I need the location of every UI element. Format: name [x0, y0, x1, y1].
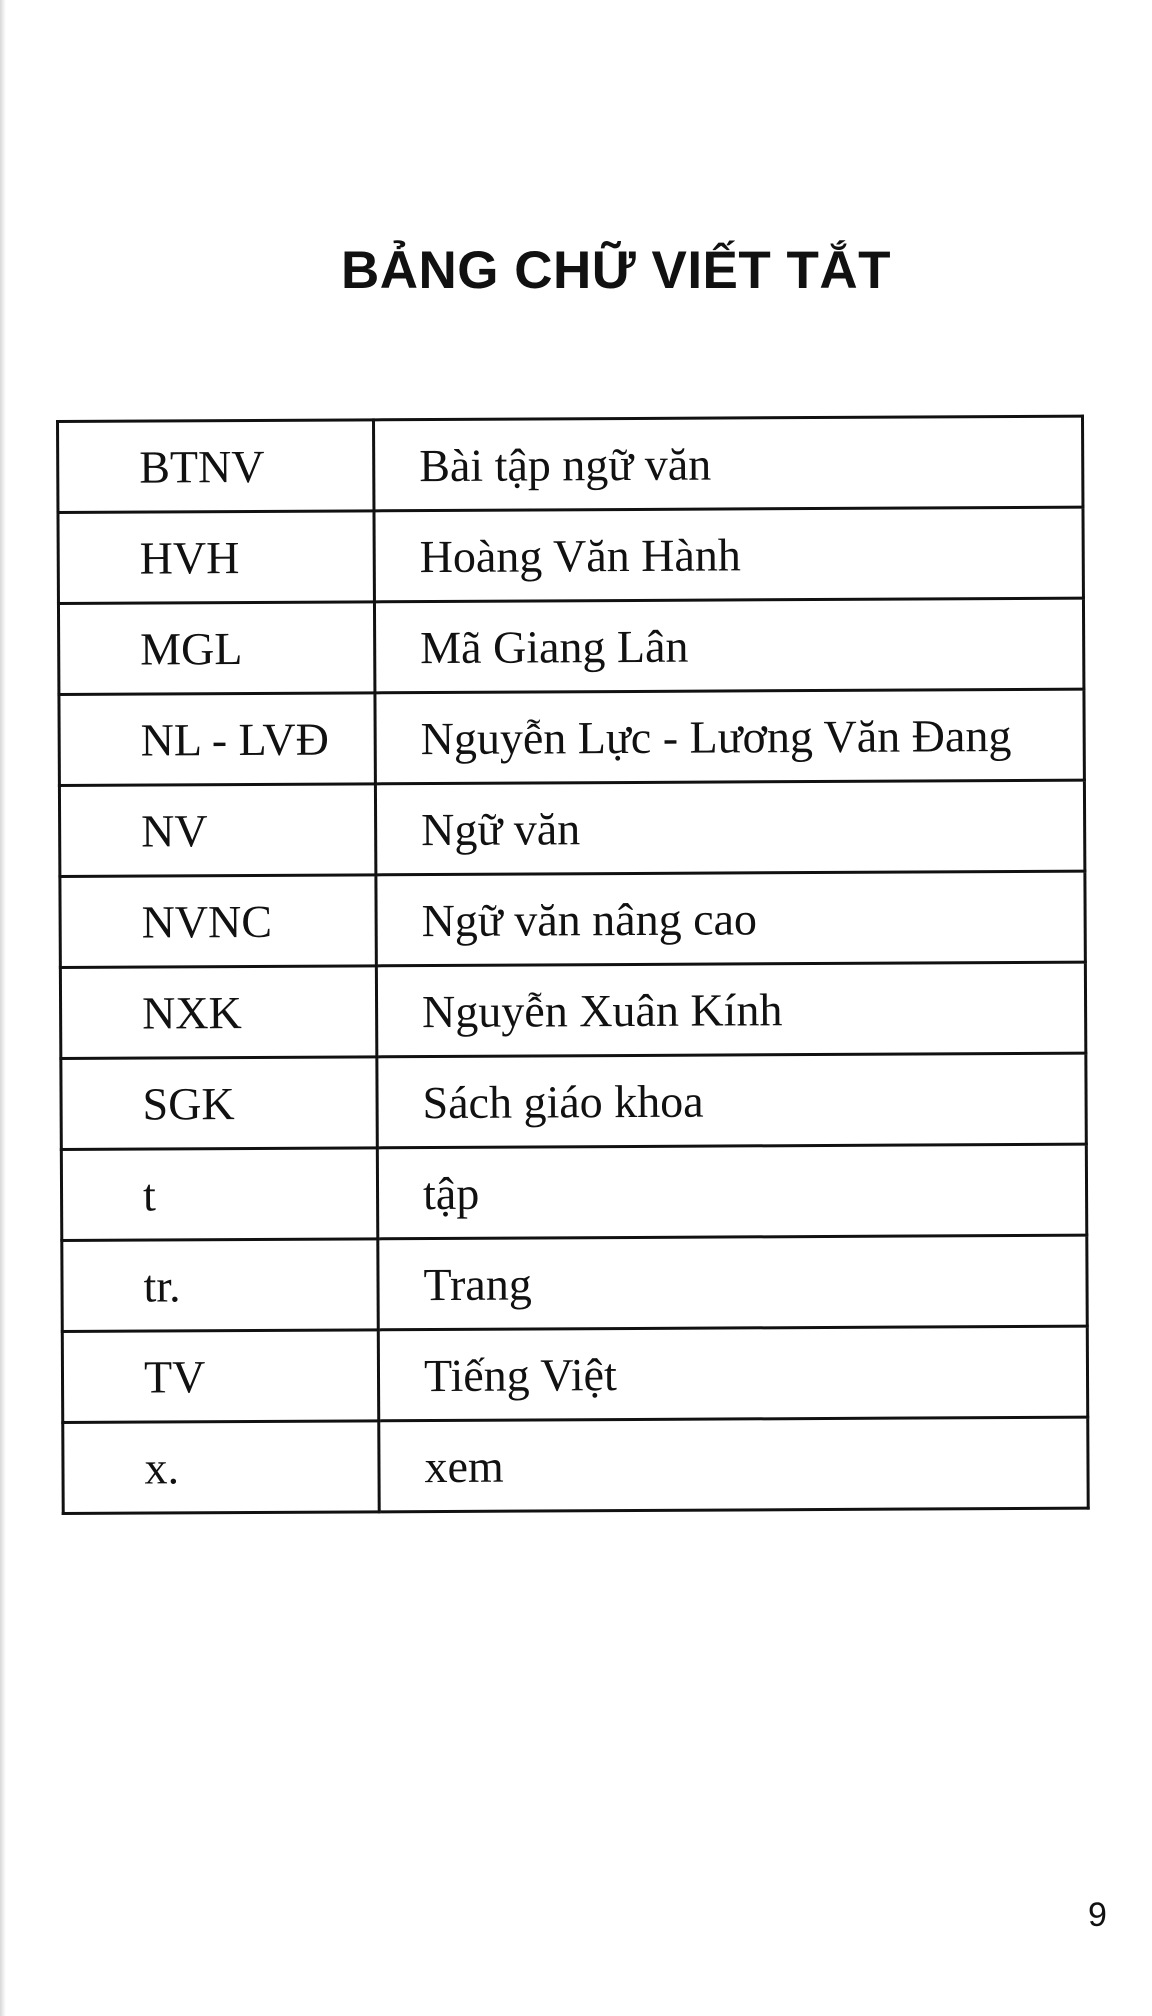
- abbreviation-cell: SGK: [61, 1057, 377, 1150]
- abbreviation-cell: NVNC: [60, 875, 376, 968]
- meaning-cell: Nguyễn Lực - Lương Văn Đang: [375, 689, 1084, 784]
- table-row: [60, 962, 1085, 1058]
- table-row: [60, 871, 1085, 967]
- table-row: [63, 1417, 1088, 1513]
- meaning-cell: Ngữ văn nâng cao: [376, 871, 1085, 966]
- abbreviation-cell: t: [61, 1148, 377, 1241]
- table-row: [61, 1144, 1086, 1240]
- abbreviation-cell: tr.: [62, 1239, 378, 1332]
- meaning-cell: Tiếng Việt: [378, 1326, 1087, 1421]
- abbreviation-cell: HVH: [58, 511, 374, 604]
- table-row: [62, 1326, 1087, 1422]
- abbreviation-cell: NL - LVĐ: [59, 693, 375, 786]
- table-row: [62, 1235, 1087, 1331]
- abbreviation-table: [56, 415, 1090, 1515]
- meaning-cell: xem: [379, 1417, 1088, 1512]
- meaning-cell: Hoàng Văn Hành: [374, 507, 1083, 602]
- meaning-cell: Trang: [378, 1235, 1087, 1330]
- abbreviation-cell: BTNV: [58, 420, 374, 513]
- abbreviation-cell: NV: [59, 784, 375, 877]
- meaning-cell: Nguyễn Xuân Kính: [376, 962, 1085, 1057]
- abbreviation-cell: TV: [62, 1330, 378, 1423]
- table-row: [59, 780, 1084, 876]
- meaning-cell: Sách giáo khoa: [377, 1053, 1086, 1148]
- page-edge-shadow: [0, 0, 6, 2016]
- page-title: BẢNG CHỮ VIẾT TẮT: [340, 241, 892, 300]
- table-row: [59, 689, 1084, 785]
- page-number: 9: [1088, 1896, 1107, 1934]
- table-row: [58, 416, 1083, 512]
- abbreviation-cell: MGL: [58, 602, 374, 695]
- meaning-cell: Bài tập ngữ văn: [374, 416, 1083, 511]
- table-row: [58, 598, 1083, 694]
- table-row: [61, 1053, 1086, 1149]
- table-row: [58, 507, 1083, 603]
- meaning-cell: Ngữ văn: [375, 780, 1084, 875]
- abbreviation-cell: NXK: [60, 966, 376, 1059]
- meaning-cell: tập: [377, 1144, 1086, 1239]
- meaning-cell: Mã Giang Lân: [374, 598, 1083, 693]
- abbreviation-cell: x.: [63, 1421, 379, 1514]
